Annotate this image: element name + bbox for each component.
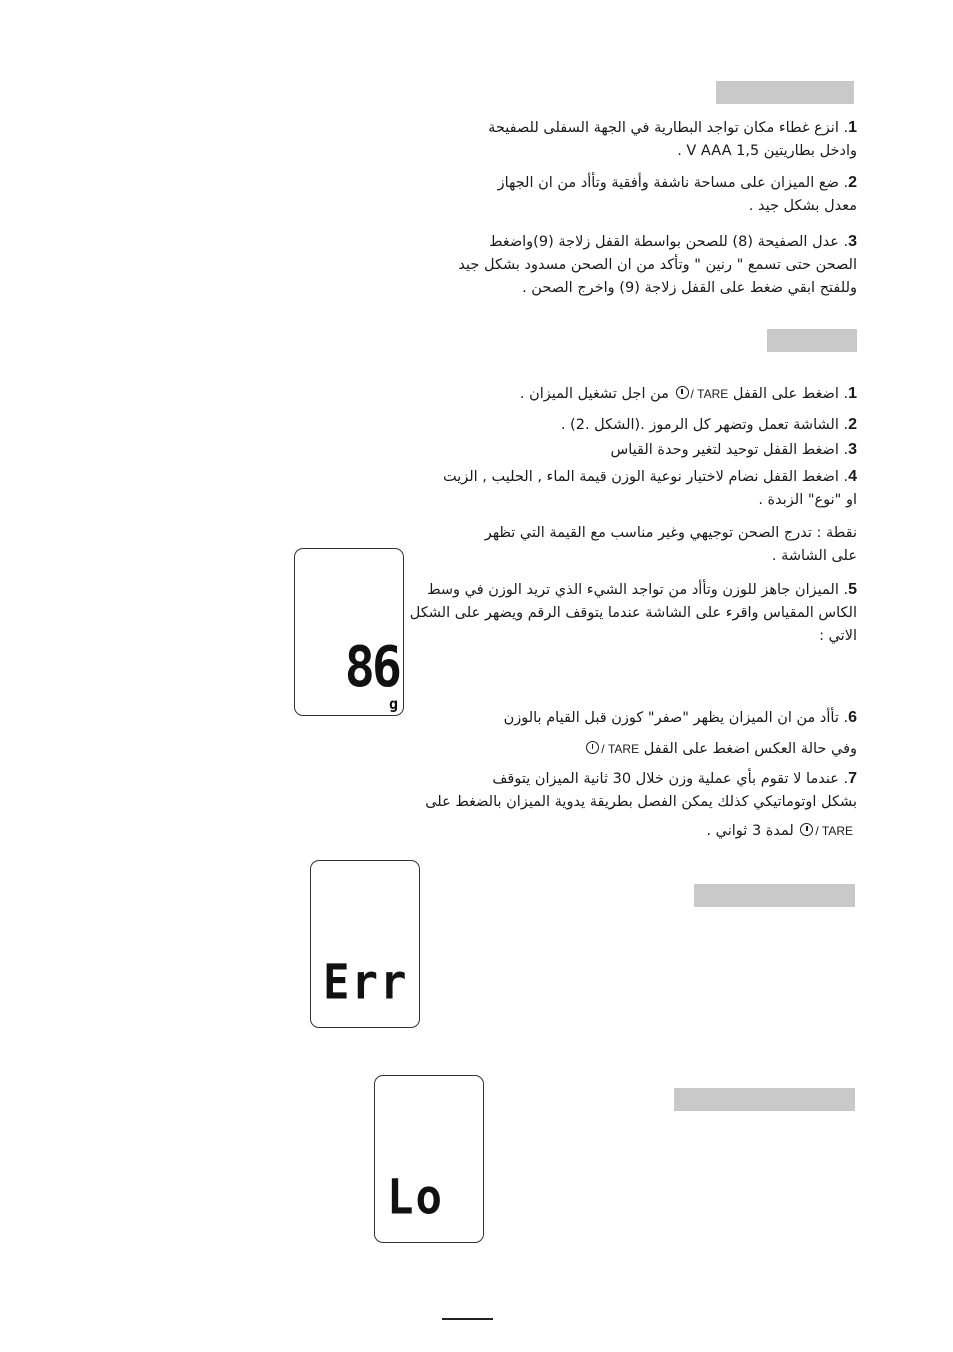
step-number: 1 <box>848 119 857 136</box>
power-icon <box>676 386 689 399</box>
text: انزع غطاء مكان تواجد البطارية في الجهة السفلى للصفيحة <box>488 120 839 136</box>
step-number: 2 <box>848 174 857 191</box>
step-number: 3 <box>848 233 857 250</box>
text: الصحن حتى تسمع " رنين " وتأكد من ان الصحن مسدود بشكل جيد <box>458 257 857 273</box>
use-step-2: 2. الشاشة تعمل وتضهر كل الرموز .(الشكل .2) . <box>560 416 857 433</box>
text: عندما لا تقوم بأي عملية وزن خلال 30 ثانية الميزان يتوقف <box>492 771 839 787</box>
text: وللفتح ابقي ضغط على القفل زلاجة (9) واخرج الصحن . <box>522 280 857 296</box>
footer-line <box>442 1318 493 1320</box>
step-number: 7 <box>848 770 857 787</box>
lcd-unit: g <box>388 695 398 713</box>
text: الشاشة تعمل وتضهر كل الرموز .(الشكل .2) . <box>560 417 839 433</box>
use-step-5: 5. الميزان جاهز للوزن وتأأد من تواجد الشيء الذي تريد الوزن في وسط الكاس المقياس واقرء على الشاشة عندما يتوقف الرقم ويضهر على الشكل الاتي : <box>410 578 857 648</box>
text: ضع الميزان على مساحة ناشفة وأفقية وتأأد من ان الجهاز <box>497 175 839 191</box>
text: نقطة : تدرج الصحن توجيهي وغير مناسب مع القيمة التي تظهر <box>484 525 857 541</box>
lcd-digits: Lo <box>387 1169 444 1226</box>
text: اضغط على القفل <box>732 386 839 402</box>
use-step-4: 4. اضغط القفل نضام لاختيار نوعية الوزن قيمة الماء , الحليب , الزيت او "نوع" الزبدة . <box>443 465 857 512</box>
step-number: 2 <box>848 416 857 433</box>
section-header-use <box>767 329 857 352</box>
step-number: 3 <box>848 441 857 458</box>
install-step-3: 3. عدل الصفيحة (8) للصحن بواسطة القفل زلاجة (9)واضغط الصحن حتى تسمع " رنين " وتأكد من ان الصحن مسدود بشكل جيد وللفتح ابقي ضغط على القفل زلاجة (9) واخرج الصحن . <box>458 230 857 300</box>
use-step-6: 6. تأأد من ان الميزان يظهر "صفر" كوزن قبل القيام بالوزن <box>503 709 857 726</box>
text: عدل الصفيحة (8) للصحن بواسطة القفل زلاجة (9)واضغط <box>489 234 839 250</box>
text: من اجل تشغيل الميزان . <box>519 386 669 402</box>
step-number: 4 <box>848 468 857 485</box>
step-number: 5 <box>848 581 857 598</box>
text: الكاس المقياس واقرء على الشاشة عندما يتوقف الرقم ويضهر على الشكل <box>409 605 857 621</box>
text: معدل بشكل جيد . <box>748 198 857 214</box>
tare-label: / TARE <box>690 387 729 401</box>
text: بشكل اوتوماتيكي كذلك يمكن الفصل بطريقة يدوية الميزان بالضغط على <box>425 794 857 810</box>
lcd-display-low-battery <box>374 1075 484 1243</box>
install-step-2: 2. ضع الميزان على مساحة ناشفة وأفقية وتأأد من ان الجهاز معدل بشكل جيد . <box>498 171 857 218</box>
lcd-display-error <box>310 860 420 1028</box>
use-step-3: 3. اضغط القفل توحيد لتغير وحدة القياس <box>610 441 857 458</box>
text: لمدة 3 ثواني . <box>706 823 794 839</box>
step-number: 1 <box>848 385 857 402</box>
power-icon <box>800 823 813 836</box>
use-step-7: 7. عندما لا تقوم بأي عملية وزن خلال 30 ثانية الميزان يتوقف بشكل اوتوماتيكي كذلك يمكن الفصل بطريقة يدوية الميزان بالضغط على / TARE لمدة 3 ثواني . <box>425 770 857 839</box>
text: او "نوع" الزبدة . <box>758 492 857 508</box>
use-note <box>485 522 857 568</box>
text: اضغط القفل نضام لاختيار نوعية الوزن قيمة الماء , الحليب , الزيت <box>442 469 839 485</box>
text: اضغط القفل توحيد لتغير وحدة القياس <box>610 442 839 458</box>
install-step-1: 1. انزع غطاء مكان تواجد البطارية في الجهة السفلى للصفيحة وادخل بطاريتين 1,5 V AAA . <box>488 116 857 163</box>
lcd-display-weight <box>294 548 404 716</box>
power-icon <box>586 741 599 754</box>
section-header-error <box>694 884 855 907</box>
use-step-1: 1. اضغط على القفل / TARE من اجل تشغيل الميزان . <box>519 385 857 402</box>
text: الميزان جاهز للوزن وتأأد من تواجد الشيء الذي تريد الوزن في وسط <box>427 582 839 598</box>
section-header-install <box>716 81 854 104</box>
text: تأأد من ان الميزان يظهر "صفر" كوزن قبل القيام بالوزن <box>503 710 839 726</box>
tare-label: / TARE <box>601 742 640 756</box>
step-number: 6 <box>848 709 857 726</box>
use-step-6-note <box>584 738 857 761</box>
text: على الشاشة . <box>771 548 857 564</box>
tare-label: / TARE <box>815 824 853 838</box>
section-header-low-battery <box>674 1088 855 1111</box>
text: وفي حالة العكس اضغط على القفل <box>643 741 857 757</box>
lcd-digits: Err <box>323 954 409 1011</box>
lcd-digits: 86 <box>344 634 399 700</box>
text: وادخل بطاريتين 1,5 V AAA . <box>677 143 857 159</box>
text: الاتي : <box>819 628 857 644</box>
